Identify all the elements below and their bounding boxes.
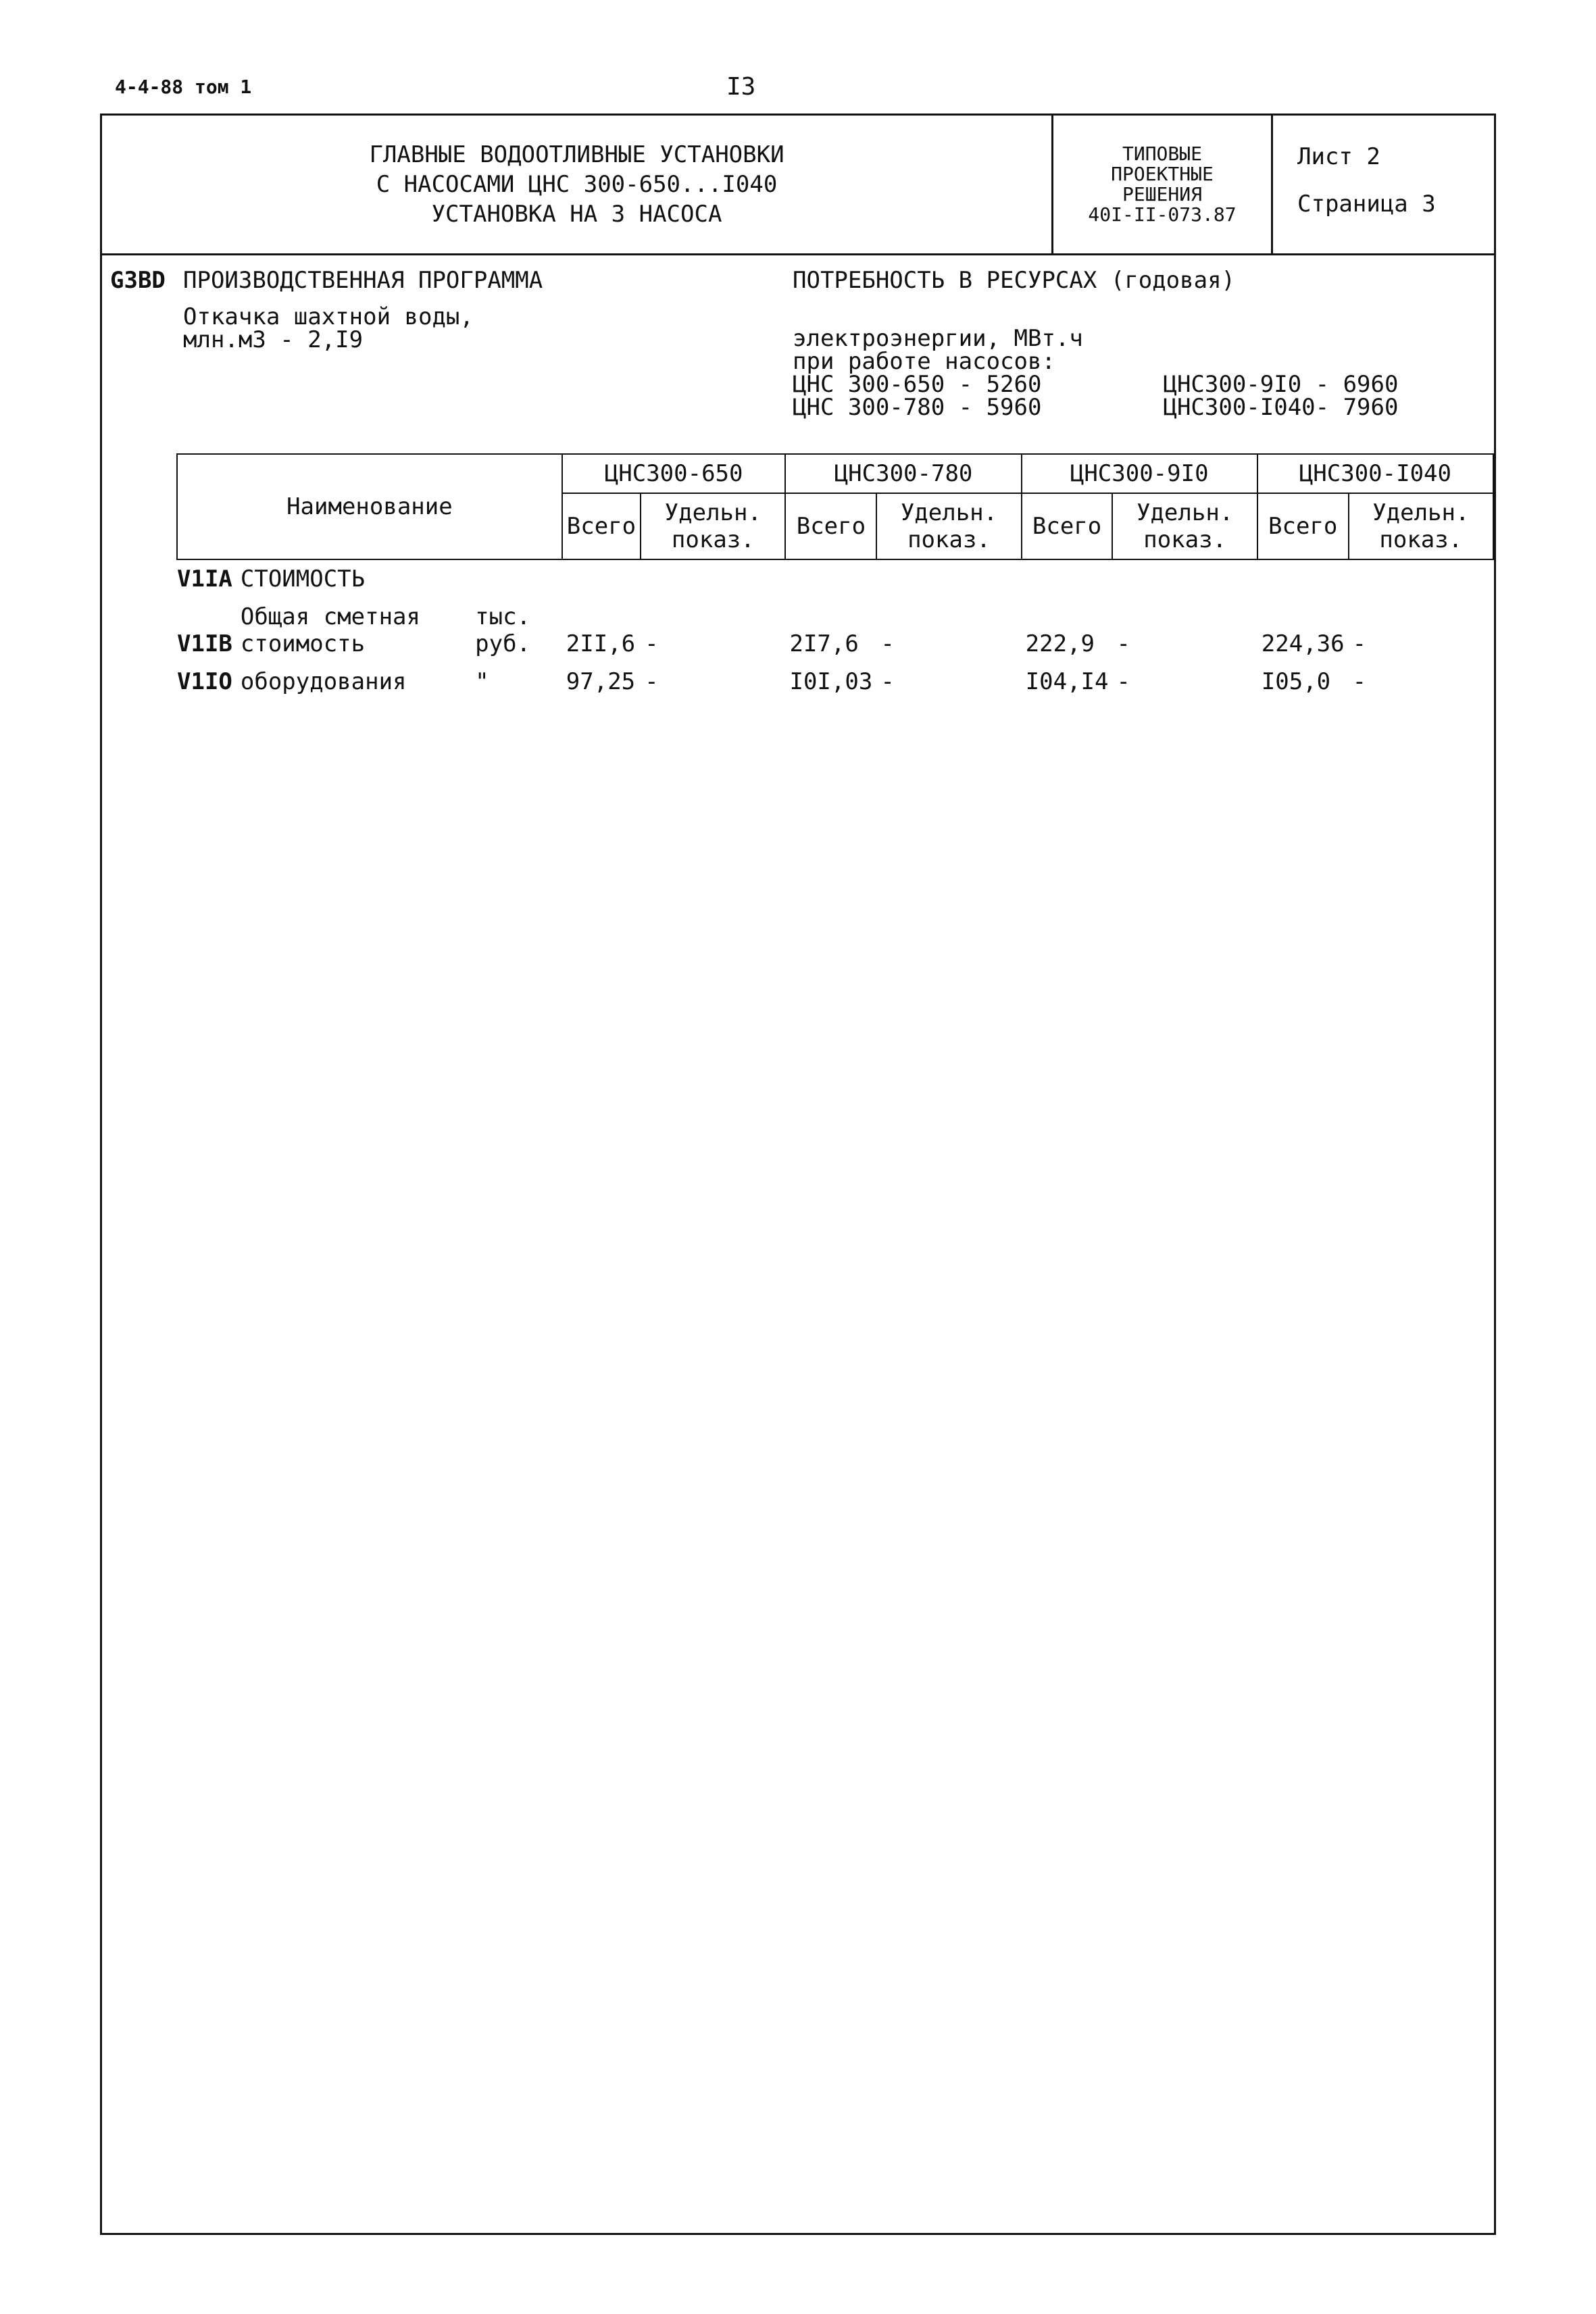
sheet-label: Лист 2 xyxy=(1297,143,1380,170)
title-block xyxy=(102,116,1494,255)
resources-line: при работе насосов: xyxy=(793,348,1055,375)
page-label: Страница 3 xyxy=(1297,191,1436,218)
table-row xyxy=(177,663,1493,701)
row-code: G3BD xyxy=(110,267,166,294)
resources-line: электроэнергии, МВт.ч xyxy=(793,325,1083,352)
group-header: ЦНС300-I040 xyxy=(1257,454,1493,493)
row-unit xyxy=(471,559,562,598)
row-value: - xyxy=(1116,630,1130,657)
row-name: СТОИМОСТЬ xyxy=(240,565,366,593)
document-code: 4-4-88 том 1 xyxy=(115,76,252,98)
series-line: ТИПОВЫЕ xyxy=(1122,143,1202,165)
row-value: - xyxy=(645,668,659,695)
program-line: млн.м3 - 2,I9 xyxy=(183,326,364,353)
table-row xyxy=(177,559,1493,598)
series-line: РЕШЕНИЯ xyxy=(1122,183,1202,205)
row-value xyxy=(641,559,785,598)
row-value: 2II,6 xyxy=(566,630,636,657)
program-line: Откачка шахтной воды, xyxy=(183,303,474,330)
pump-value: ЦНС 300-650 - 5260 xyxy=(793,371,1042,398)
title-line: ГЛАВНЫЕ ВОДООТЛИВНЫЕ УСТАНОВКИ xyxy=(369,141,784,168)
row-unit: " xyxy=(475,668,489,695)
row-unit: тыс. руб. xyxy=(475,603,531,657)
sheet-block xyxy=(1271,116,1494,253)
row-name: Общая сметная стоимость xyxy=(240,603,420,657)
series-line: 40I-II-073.87 xyxy=(1088,203,1237,226)
row-value: I04,I4 xyxy=(1025,668,1109,695)
row-value: - xyxy=(1116,668,1130,695)
row-value: I0I,03 xyxy=(789,668,873,695)
row-value xyxy=(1022,559,1113,598)
sub-header: Всего xyxy=(785,493,876,559)
pump-value: ЦНС 300-780 - 5960 xyxy=(793,394,1042,421)
row-name: оборудования xyxy=(240,668,407,695)
program-section xyxy=(102,255,1494,419)
row-value: 2I7,6 xyxy=(789,630,859,657)
row-value: I05,0 xyxy=(1261,668,1331,695)
indicators-table xyxy=(176,453,1494,701)
pump-value: ЦНС300-I040- 7960 xyxy=(1163,394,1399,421)
document-title xyxy=(102,116,1051,253)
resources-title: ПОТРЕБНОСТЬ В РЕСУРСАХ (годовая) xyxy=(793,267,1236,294)
group-header: ЦНС300-780 xyxy=(785,454,1021,493)
title-line: УСТАНОВКА НА 3 НАСОСА xyxy=(431,201,722,228)
sub-header: Удельн. показ. xyxy=(1112,493,1257,559)
series-block xyxy=(1051,116,1271,253)
program-title: ПРОИЗВОДСТВЕННАЯ ПРОГРАММА xyxy=(183,267,543,294)
series-line: ПРОЕКТНЫЕ xyxy=(1111,163,1214,185)
row-value: - xyxy=(880,630,895,657)
row-value: - xyxy=(645,630,659,657)
sub-header: Удельн. показ. xyxy=(641,493,785,559)
document-frame xyxy=(100,114,1496,2235)
sub-header: Удельн. показ. xyxy=(1349,493,1493,559)
group-header: ЦНС300-650 xyxy=(562,454,786,493)
row-code: V1IB xyxy=(177,630,232,657)
pump-energy xyxy=(793,373,1398,419)
row-value: - xyxy=(880,668,895,695)
row-value xyxy=(562,559,641,598)
sub-header: Всего xyxy=(562,493,641,559)
row-code: V1IO xyxy=(177,668,232,695)
title-line: С НАСОСАМИ ЦНС 300-650...I040 xyxy=(376,171,778,198)
table-body xyxy=(177,559,1493,701)
row-value: 224,36 xyxy=(1261,630,1345,657)
row-value: - xyxy=(1352,668,1367,695)
pump-value: ЦНС300-9I0 - 6960 xyxy=(1163,371,1399,398)
row-value xyxy=(876,559,1021,598)
table-row xyxy=(177,598,1493,663)
sub-header: Удельн. показ. xyxy=(876,493,1021,559)
group-header: ЦНС300-9I0 xyxy=(1022,454,1257,493)
row-code: V1IA xyxy=(177,565,232,593)
row-value xyxy=(1112,559,1257,598)
row-value xyxy=(1349,559,1493,598)
row-value xyxy=(1257,559,1349,598)
sub-header: Всего xyxy=(1022,493,1113,559)
name-header: Наименование xyxy=(177,454,562,559)
row-value xyxy=(785,559,876,598)
row-value: 97,25 xyxy=(566,668,636,695)
row-value: 222,9 xyxy=(1025,630,1095,657)
row-value: - xyxy=(1352,630,1367,657)
sub-header: Всего xyxy=(1257,493,1349,559)
page-number: I3 xyxy=(726,73,756,101)
